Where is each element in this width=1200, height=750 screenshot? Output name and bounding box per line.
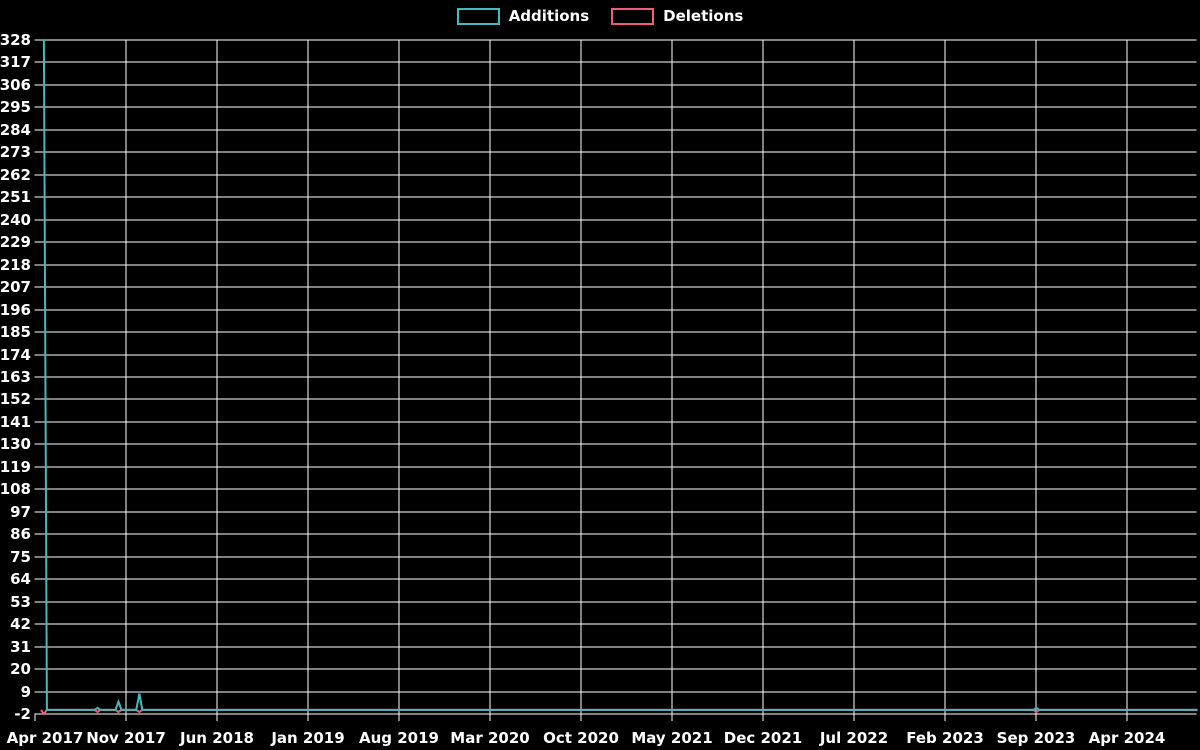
y-axis-tick-label: 218: [0, 256, 31, 274]
y-axis-tick-label: 240: [0, 211, 31, 229]
x-axis-tick-label: Jul 2022: [819, 729, 889, 747]
y-axis-tick-label: 273: [0, 143, 31, 161]
y-axis-tick-label: 97: [10, 503, 31, 521]
x-axis-tick-label: Jun 2018: [180, 729, 254, 747]
x-axis-tick-label: Jan 2019: [271, 729, 345, 747]
y-axis-tick-label: 86: [10, 525, 31, 543]
y-axis-tick-label: 196: [0, 301, 31, 319]
y-axis-tick-label: 42: [10, 615, 31, 633]
y-axis-tick-label: 306: [0, 76, 31, 94]
y-axis-tick-label: 53: [10, 593, 31, 611]
y-axis-tick-label: 328: [0, 31, 31, 49]
y-axis-tick-label: 108: [0, 480, 31, 498]
x-axis-tick-label: Sep 2023: [996, 729, 1076, 747]
x-axis-tick-label: Aug 2019: [359, 729, 439, 747]
x-axis-tick-label: Nov 2017: [86, 729, 166, 747]
y-axis-tick-label: 317: [0, 53, 31, 71]
x-axis-tick-label: Apr 2024: [1088, 729, 1166, 747]
legend-label-deletions: Deletions: [663, 7, 744, 25]
y-axis-tick-label: 174: [0, 346, 31, 364]
x-axis-tick-label: Oct 2020: [543, 729, 619, 747]
y-axis-tick-label: 163: [0, 368, 31, 386]
y-axis-tick-label: 207: [0, 278, 31, 296]
y-axis-tick-label: 9: [20, 683, 31, 701]
y-axis-tick-label: 251: [0, 188, 31, 206]
y-axis-tick-label: 185: [0, 323, 31, 341]
legend-label-additions: Additions: [508, 7, 590, 25]
y-axis-tick-label: 229: [0, 233, 31, 251]
y-axis-tick-label: 75: [10, 548, 31, 566]
x-axis-tick-label: Apr 2017: [6, 729, 84, 747]
y-axis-tick-label: 64: [10, 570, 31, 588]
y-axis-tick-label: 284: [0, 121, 31, 139]
y-axis-tick-label: 119: [0, 458, 31, 476]
y-axis-tick-label: 141: [0, 413, 31, 431]
y-axis-tick-label: 152: [0, 390, 31, 408]
x-axis-tick-label: Dec 2021: [723, 729, 803, 747]
y-axis-tick-label: -2: [14, 705, 31, 723]
y-axis-tick-label: 295: [0, 98, 31, 116]
y-axis-tick-label: 262: [0, 166, 31, 184]
x-axis-tick-label: Mar 2020: [450, 729, 530, 747]
x-axis-tick-label: May 2021: [631, 729, 713, 747]
y-axis-tick-label: 20: [10, 660, 31, 678]
x-axis-tick-label: Feb 2023: [906, 729, 984, 747]
y-axis-tick-label: 130: [0, 435, 31, 453]
y-axis-tick-label: 31: [10, 638, 31, 656]
